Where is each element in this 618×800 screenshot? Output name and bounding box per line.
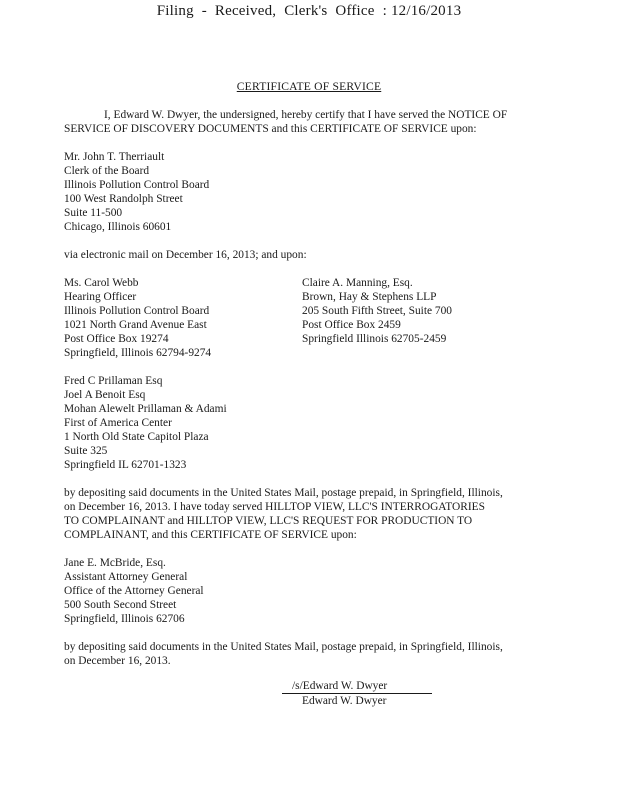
address-line: Assistant Attorney General: [64, 571, 188, 583]
address-line: Illinois Pollution Control Board: [64, 305, 210, 317]
recipient-clerk: [64, 150, 209, 234]
address-line: Mohan Alewelt Prillaman & Adami: [64, 403, 227, 415]
mail-line: COMPLAINANT, and this CERTIFICATE OF SERVICE upon:: [64, 529, 357, 541]
address-line: 1 North Old State Capitol Plaza: [64, 431, 209, 443]
address-line: 100 West Randolph Street: [64, 193, 183, 205]
header-dash: -: [201, 3, 207, 19]
via-email-paragraph: [64, 248, 540, 262]
closing-line: by depositing said documents in the United States Mail, postage prepaid, in Springfield, Illinois,: [64, 641, 503, 653]
recipient-prillaman: [64, 374, 227, 472]
recipient-attorney-general: [64, 556, 204, 626]
header-colon: :: [382, 3, 387, 19]
header-date: 12/16/2013: [390, 3, 462, 19]
address-line: Office of the Attorney General: [64, 585, 204, 597]
address-line: Springfield Illinois 62705-2459: [302, 333, 447, 345]
address-line: Jane E. McBride, Esq.: [64, 557, 166, 569]
mail-paragraph: [64, 486, 540, 542]
intro-paragraph: [64, 108, 540, 136]
document-title: CERTIFICATE OF SERVICE: [236, 80, 382, 93]
address-line: Brown, Hay & Stephens LLP: [302, 291, 437, 303]
address-line: 205 South Fifth Street, Suite 700: [302, 305, 452, 317]
address-line: 500 South Second Street: [64, 599, 177, 611]
intro-line: SERVICE OF DISCOVERY DOCUMENTS and this CERTIFICATE OF SERVICE upon:: [64, 123, 477, 135]
address-line: Springfield, Illinois 62706: [64, 613, 185, 625]
header-office: Office: [335, 3, 375, 19]
closing-line: on December 16, 2013.: [64, 655, 171, 667]
address-line: Ms. Carol Webb: [64, 277, 139, 289]
address-line: Hearing Officer: [64, 291, 137, 303]
address-line: 1021 North Grand Avenue East: [64, 319, 207, 331]
recipient-manning: [302, 276, 452, 346]
header-clerks: Clerk's: [284, 3, 328, 19]
filing-header: [0, 4, 618, 18]
signature-block: [282, 680, 432, 708]
recipient-hearing-officer: [64, 276, 211, 360]
intro-line: I, Edward W. Dwyer, the undersigned, hereby certify that I have served the NOTICE OF: [104, 109, 508, 121]
address-line: Springfield IL 62701-1323: [64, 459, 187, 471]
header-received: Received,: [214, 3, 277, 19]
address-line: Suite 11-500: [64, 207, 123, 219]
signatory-name: Edward W. Dwyer: [302, 695, 387, 707]
address-line: Fred C Prillaman Esq: [64, 375, 163, 387]
address-line: Springfield, Illinois 62794-9274: [64, 347, 212, 359]
header-filing: Filing: [156, 3, 194, 19]
mail-line: TO COMPLAINANT and HILLTOP VIEW, LLC'S REQUEST FOR PRODUCTION TO: [64, 515, 473, 527]
address-line: Clerk of the Board: [64, 165, 150, 177]
via-email-line: via electronic mail on December 16, 2013; and upon:: [64, 249, 307, 261]
address-line: Chicago, Illinois 60601: [64, 221, 172, 233]
address-line: Suite 325: [64, 445, 108, 457]
address-line: Mr. John T. Therriault: [64, 151, 165, 163]
address-line: First of America Center: [64, 417, 172, 429]
address-line: Claire A. Manning, Esq.: [302, 277, 413, 289]
closing-paragraph: [64, 640, 540, 668]
mail-line: on December 16, 2013. I have today served HILLTOP VIEW, LLC'S INTERROGATORIES: [64, 501, 485, 513]
signature-line: /s/Edward W. Dwyer: [282, 680, 432, 694]
address-line: Joel A Benoit Esq: [64, 389, 146, 401]
address-line: Post Office Box 19274: [64, 333, 169, 345]
address-line: Post Office Box 2459: [302, 319, 401, 331]
address-line: Illinois Pollution Control Board: [64, 179, 210, 191]
mail-line: by depositing said documents in the United States Mail, postage prepaid, in Springfield, Illinois,: [64, 487, 503, 499]
